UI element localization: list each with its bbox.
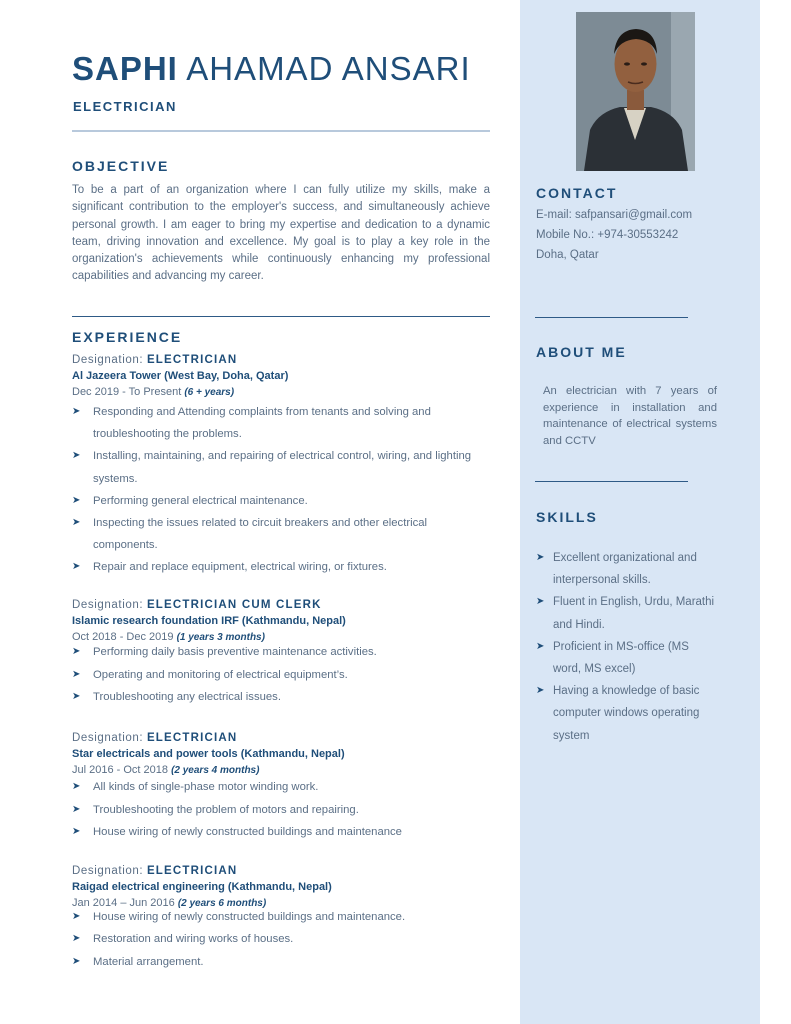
header-divider <box>72 130 490 132</box>
designation-role: ELECTRICIAN CUM CLERK <box>146 599 322 611</box>
arrow-bullet-icon: ➤ <box>72 911 81 922</box>
first-name: SAPHI <box>72 50 178 87</box>
list-item: ➤ Troubleshooting the problem of motors and repairing. <box>72 799 492 822</box>
designation-role: ELECTRICIAN <box>146 865 238 877</box>
designation-line <box>72 730 492 746</box>
candidate-name <box>72 50 471 88</box>
profile-photo <box>576 12 695 171</box>
list-item: ➤ Performing general electrical maintenance. <box>72 490 492 512</box>
arrow-bullet-icon: ➤ <box>536 596 545 608</box>
company-name: Al Jazeera Tower (West Bay, Doha, Qatar) <box>72 370 289 382</box>
list-item: ➤ House wiring of newly constructed buildings and maintenance. <box>72 906 492 928</box>
list-item: ➤ Performing daily basis preventive maintenance activities. <box>72 641 492 664</box>
arrow-bullet-icon: ➤ <box>72 517 81 529</box>
designation-role: ELECTRICIAN <box>146 354 238 366</box>
experience-entry <box>72 597 492 709</box>
list-item: ➤ Operating and monitoring of electrical equipment’s. <box>72 664 492 687</box>
list-item: ➤ Restoration and wiring works of houses. <box>72 928 492 950</box>
arrow-bullet-icon: ➤ <box>72 406 81 417</box>
list-item: ➤ Installing, maintaining, and repairing of electrical control, wiring, and lighting systems. <box>72 445 492 489</box>
arrow-bullet-icon: ➤ <box>72 561 81 573</box>
date-range: Jan 2014 – Jun 2016 <box>72 897 175 909</box>
list-item: ➤ Repair and replace equipment, electrical wiring, or fixtures. <box>72 556 492 578</box>
about-heading: ABOUT ME <box>536 344 627 360</box>
designation-line <box>72 597 492 613</box>
list-item: ➤ Proficient in MS-office (MS word, MS excel) <box>536 636 716 680</box>
experience-heading: EXPERIENCE <box>72 329 183 345</box>
designation-label: Designation: <box>72 354 144 366</box>
list-item: ➤ Having a knowledge of basic computer windows operating system <box>536 680 716 747</box>
about-text: An electrician with 7 years of experience in installation and maintenance of electrical systems and CCTV <box>543 385 717 447</box>
arrow-bullet-icon: ➤ <box>72 646 81 657</box>
arrow-bullet-icon: ➤ <box>72 494 81 506</box>
designation-role: ELECTRICIAN <box>146 732 238 744</box>
contact-mobile: Mobile No.: +974-30553242 <box>536 229 679 241</box>
company-name: Star electricals and power tools (Kathmandu, Nepal) <box>72 748 345 760</box>
arrow-bullet-icon: ➤ <box>72 933 81 945</box>
skills-list <box>536 547 716 747</box>
designation-label: Designation: <box>72 599 144 611</box>
company-name: Islamic research foundation IRF (Kathmandu, Nepal) <box>72 615 346 627</box>
arrow-bullet-icon: ➤ <box>72 781 81 792</box>
job-title: ELECTRICIAN <box>73 99 177 114</box>
objective-divider <box>72 316 490 317</box>
arrow-bullet-icon: ➤ <box>536 640 545 652</box>
arrow-bullet-icon: ➤ <box>536 552 545 563</box>
arrow-bullet-icon: ➤ <box>72 803 81 815</box>
duration: (2 years 4 months) <box>171 765 260 776</box>
duty-list <box>72 776 492 844</box>
designation-line <box>72 863 492 879</box>
duration: (1 years 3 months) <box>176 632 265 643</box>
list-item: ➤ Responding and Attending complaints from tenants and solving and troubleshooting the problems. <box>72 401 492 445</box>
about-divider <box>535 481 688 482</box>
list-item: ➤ Inspecting the issues related to circuit breakers and other electrical components. <box>72 512 492 556</box>
list-item: ➤ Excellent organizational and interpersonal skills. <box>536 547 716 591</box>
last-name: AHAMAD ANSARI <box>186 50 471 87</box>
company-name: Raigad electrical engineering (Kathmandu, Nepal) <box>72 881 332 893</box>
duration: (2 years 6 months) <box>177 898 267 909</box>
experience-entry <box>72 863 492 973</box>
designation-label: Designation: <box>72 732 144 744</box>
duty-list <box>72 641 492 709</box>
duty-list <box>72 906 492 973</box>
contact-location: Doha, Qatar <box>536 249 599 261</box>
duration: (6 + years) <box>184 387 235 398</box>
list-item: ➤ Material arrangement. <box>72 951 492 973</box>
profile-photo-image <box>576 12 695 171</box>
arrow-bullet-icon: ➤ <box>72 691 81 702</box>
contact-details <box>536 205 692 265</box>
date-range: Dec 2019 - To Present <box>72 386 182 398</box>
objective-text: To be a part of an organization where I can fully utilize my skills, make a significant contribution to the employer's success, and simultaneously achieve personal growth. I am eager to bring my expertise and dedication to a dynamic team, driving innovation and excellence. My goal is to play a key role in the organization's achievements while continuously enhancing my professional capabilities and advancing my career. <box>72 184 490 283</box>
objective-heading: OBJECTIVE <box>72 158 170 174</box>
duty-list <box>72 401 492 579</box>
contact-heading: CONTACT <box>536 185 618 201</box>
experience-entry <box>72 730 492 844</box>
arrow-bullet-icon: ➤ <box>72 450 81 462</box>
contact-email: E-mail: safpansari@gmail.com <box>536 209 693 221</box>
contact-divider <box>535 317 688 318</box>
list-item: ➤ Troubleshooting any electrical issues. <box>72 686 492 709</box>
designation-line <box>72 352 492 368</box>
arrow-bullet-icon: ➤ <box>72 668 81 680</box>
designation-label: Designation: <box>72 865 144 877</box>
arrow-bullet-icon: ➤ <box>536 685 545 697</box>
experience-entry <box>72 352 492 579</box>
arrow-bullet-icon: ➤ <box>72 826 81 837</box>
date-range: Jul 2016 - Oct 2018 <box>72 764 169 776</box>
date-range: Oct 2018 - Dec 2019 <box>72 631 174 643</box>
job-dates <box>72 384 492 401</box>
arrow-bullet-icon: ➤ <box>72 955 81 967</box>
list-item: ➤ All kinds of single-phase motor winding work. <box>72 776 492 799</box>
list-item: ➤ Fluent in English, Urdu, Marathi and Hindi. <box>536 591 716 635</box>
list-item: ➤ House wiring of newly constructed buildings and maintenance <box>72 821 492 844</box>
skills-heading: SKILLS <box>536 509 598 525</box>
